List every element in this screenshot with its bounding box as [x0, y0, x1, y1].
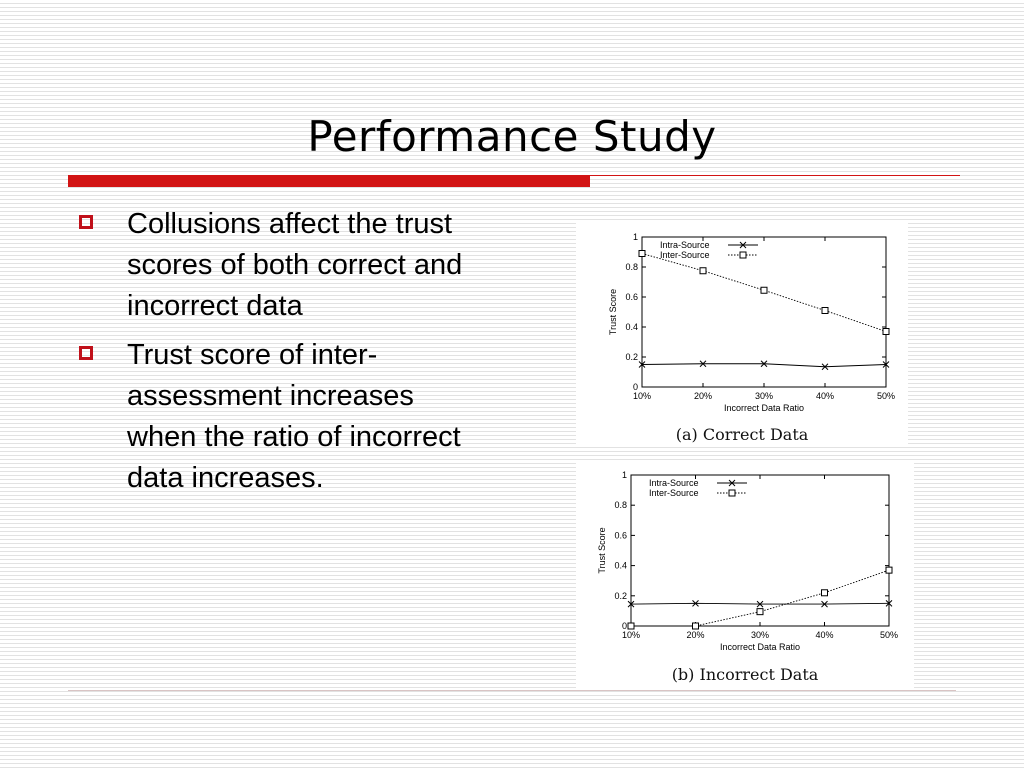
- square-bullet-icon: [79, 346, 93, 360]
- y-tick-label: 0.8: [625, 262, 638, 272]
- y-tick-label: 0.4: [625, 322, 638, 332]
- x-tick-label: 30%: [750, 630, 770, 640]
- y-tick-label: 0.4: [614, 560, 627, 571]
- bullet-list: [76, 204, 476, 507]
- x-tick-label: 10%: [632, 391, 652, 401]
- footer-rule: [68, 690, 956, 691]
- data-point: [822, 590, 828, 596]
- x-tick-label: 40%: [815, 630, 834, 640]
- y-axis-label: Trust Score: [608, 288, 618, 336]
- y-tick-label: 0.8: [614, 500, 627, 511]
- data-point: [883, 329, 889, 335]
- y-tick-label: 0: [621, 621, 627, 631]
- x-axis-label: Incorrect Data Ratio: [719, 642, 801, 652]
- bullet-text: Trust score of inter-assessment increases when the ratio of incorrect data increases.: [127, 339, 461, 494]
- chart-correct-data: [576, 222, 908, 447]
- legend-label: Intra-Source: [649, 478, 699, 488]
- x-tick-label: 30%: [754, 391, 774, 401]
- y-tick-label: 0.6: [625, 292, 638, 302]
- data-point: [822, 308, 828, 314]
- x-tick-label: 50%: [876, 391, 896, 401]
- x-tick-label: 20%: [686, 630, 705, 640]
- chart-caption: (a) Correct Data: [675, 425, 809, 444]
- data-point: [628, 623, 634, 629]
- legend-label: Inter-Source: [649, 488, 699, 498]
- y-tick-label: 1: [632, 232, 638, 242]
- data-point: [886, 567, 892, 573]
- data-point: [761, 287, 767, 293]
- bullet-item: [76, 335, 476, 499]
- x-tick-label: 50%: [879, 630, 899, 640]
- data-point: [693, 623, 699, 629]
- data-point: [757, 609, 763, 615]
- x-tick-label: 10%: [621, 630, 641, 640]
- x-tick-label: 40%: [815, 391, 835, 401]
- legend-marker: [729, 490, 735, 496]
- title-underline-rule: [590, 175, 960, 176]
- slide-title: Performance Study: [307, 112, 717, 161]
- x-axis-label: Incorrect Data Ratio: [723, 403, 805, 413]
- y-tick-label: 0.2: [614, 590, 627, 601]
- chart-incorrect-data: [576, 462, 914, 688]
- line-chart-correct-data: [576, 222, 908, 422]
- y-tick-label: 0.2: [625, 352, 638, 362]
- bullet-item: [76, 204, 476, 327]
- legend-label: Intra-Source: [660, 240, 710, 250]
- y-tick-label: 0.6: [614, 530, 627, 541]
- x-tick-label: 20%: [693, 391, 713, 401]
- data-point: [639, 251, 645, 257]
- square-bullet-icon: [79, 215, 93, 229]
- legend-marker: [740, 252, 746, 258]
- line-chart-incorrect-data: [576, 462, 914, 662]
- y-tick-label: 0: [632, 382, 638, 392]
- bullet-text: Collusions affect the trust scores of both correct and incorrect data: [127, 208, 463, 322]
- series-line: [631, 570, 889, 626]
- chart-caption: (b) Incorrect Data: [671, 665, 819, 684]
- legend-label: Inter-Source: [660, 250, 710, 260]
- title-underline-bar: [68, 175, 590, 187]
- y-axis-label: Trust Score: [597, 527, 607, 574]
- data-point: [700, 268, 706, 274]
- y-tick-label: 1: [621, 470, 627, 480]
